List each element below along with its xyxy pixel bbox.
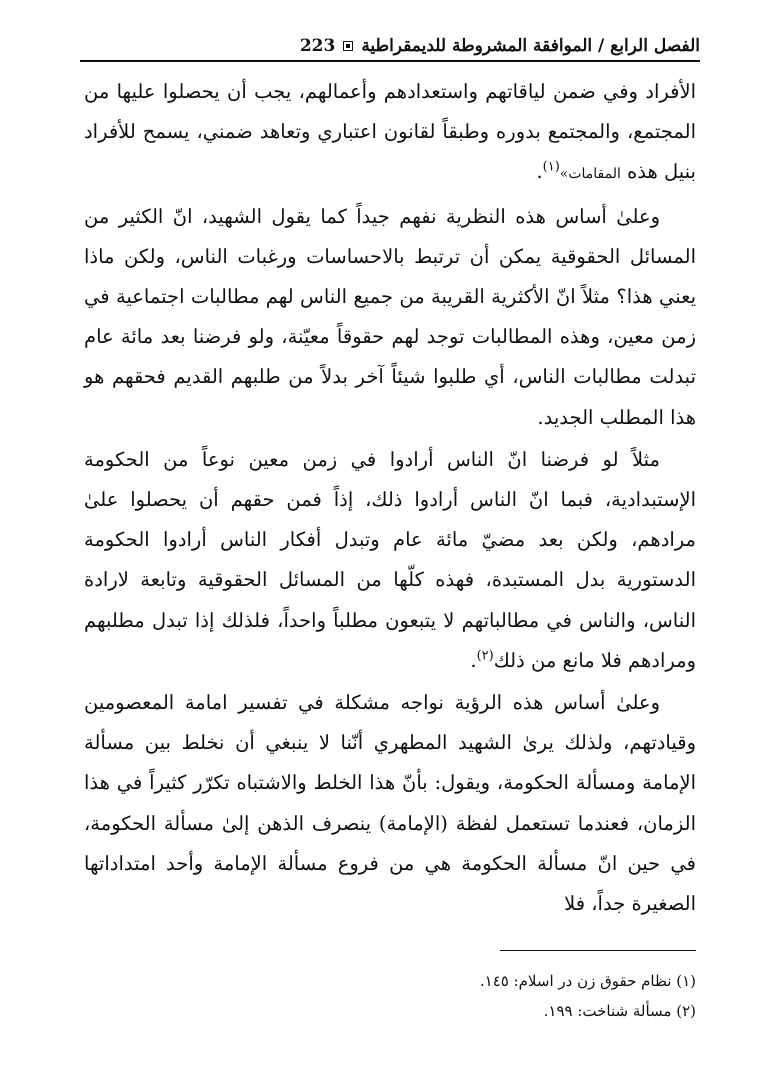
paragraph-1-end: . (536, 160, 543, 184)
footnote-ref-1: (١) (542, 159, 560, 175)
paragraph-3-end: . (470, 648, 477, 672)
running-header (80, 32, 700, 62)
paragraph-1 (84, 72, 696, 195)
paragraph-2: وعلىٰ أساس هذه النظرية نفهم جيداً كما يقول الشهيد، انّ الكثير من المسائل الحقوقية يمكن أن ترتبط بالاحساسات ورغبات الناس، ولكن ماذا يعني هذا؟ مثلاً انّ الأكثرية القريبة من جميع الناس لهم مطالبات اجتماعية في زمن معين، وهذه المطالبات توجد لهم حقوقاً معيّنة، ولو فرضنا بعد مائة عام تبدلت مطالبات الناس، أي طلبوا شيئاً آخر بدلاً من طلبهم القديم فحقهم هو هذا المطلب الجديد. (84, 204, 696, 429)
paragraph-1-small-word: المقامات» (559, 166, 621, 183)
square-ornament-icon (343, 41, 353, 51)
footnote-ref-2: (٢) (476, 648, 494, 664)
paragraph-3-text: مثلاً لو فرضنا انّ الناس أرادوا في زمن معين نوعاً من الحكومة الإستبدادية، فبما انّ الناس أرادوا ذلك، إذاً فمن حقهم أن يحصلوا علىٰ مرادهم، ولكن بعد مضيّ مائة عام وتبدل أفكار الناس أرادوا الحكومة الدستورية بدل المستبدة، فهذه كلّها من المسائل الحقوقية وتابعة لارادة الناس، والناس في مطالباتهم لا يتبعون مطلباً واحداً، فلذلك إذا تبدل مطلبهم ومرادهم فلا مانع من ذلك (84, 447, 696, 672)
chapter-title: الفصل الرابع / الموافقة المشروطة للديمقراطية (361, 36, 700, 56)
footnote-2: (٢) مسألة شناخت: ١٩٩. (543, 1002, 696, 1020)
paragraph-4: وعلىٰ أساس هذه الرؤية نواجه مشكلة في تفسير امامة المعصومين وقيادتهم، ولذلك يرىٰ الشهيد المطهري أنّنا لا ينبغي أن نخلط بين مسألة الإمامة ومسألة الحكومة، ويقول: بأنّ هذا الخلط والاشتباه تكرّر كثيراً في هذا الزمان، فعندما تستعمل لفظة (الإمامة) ينصرف الذهن إلىٰ مسألة الحكومة، في حين انّ مسألة الحكومة هي من فروع مسألة الإمامة وأحد امتداداتها الصغيرة جداً، فلا (84, 691, 696, 916)
body-text (84, 72, 696, 924)
footnote-1: (١) نظام حقوق زن در اسلام: ١٤٥. (479, 972, 696, 990)
footnote-divider (500, 950, 696, 951)
page-number: 223 (299, 36, 336, 56)
paragraph-3 (84, 440, 696, 681)
paragraph-1-text: الأفراد وفي ضمن لياقاتهم واستعدادهم وأعمالهم، يجب أن يحصلوا عليها من المجتمع، والمجتمع بدوره وطبقاً لقانون اعتباري وتعاهد ضمني، يسمح للأفراد بنيل هذه (84, 80, 696, 184)
footnotes (84, 966, 696, 1026)
